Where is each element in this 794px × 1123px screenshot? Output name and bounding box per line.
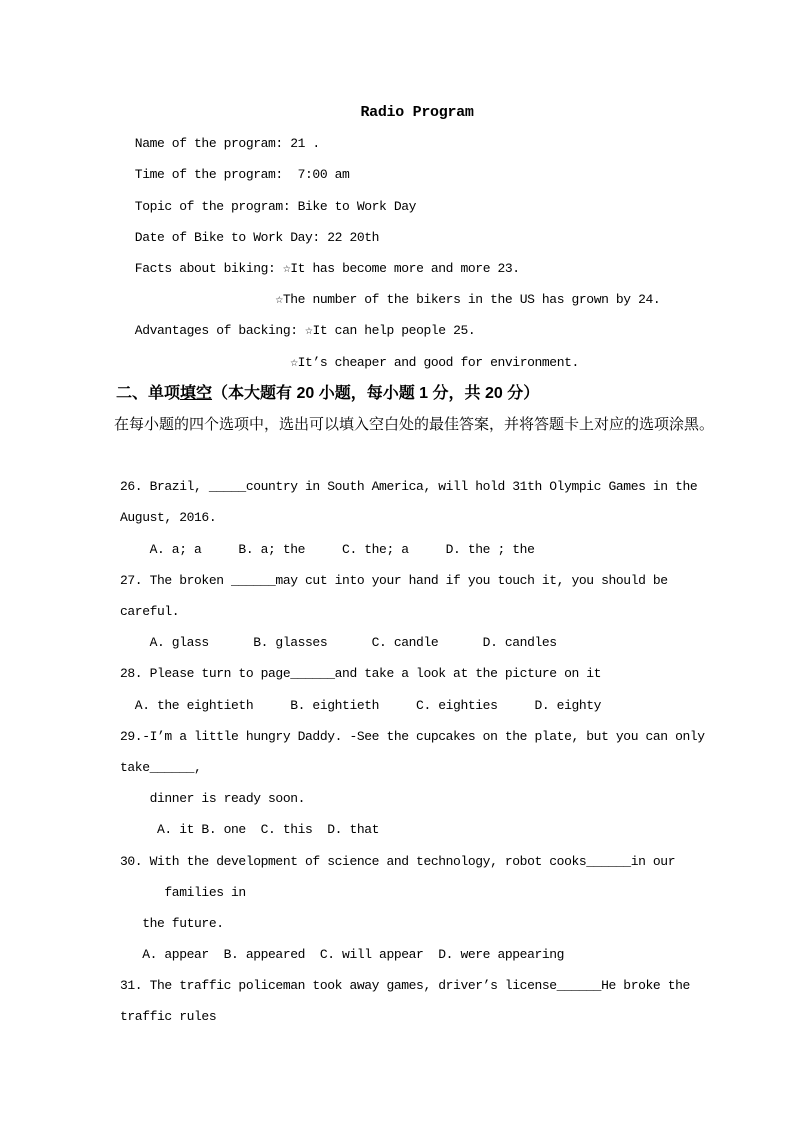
radio-program-line-time: Time of the program: 7:00 am bbox=[120, 167, 350, 183]
document-body bbox=[114, 97, 715, 1033]
radio-program-line-facts-1: Facts about biking: ☆It has become more and more 23. bbox=[120, 260, 520, 276]
radio-program-title: Radio Program bbox=[360, 104, 474, 121]
question-31-stem-1: 31. The traffic policeman took away games, driver’s license______He broke the bbox=[120, 978, 690, 994]
question-27-stem-2: careful. bbox=[120, 604, 180, 619]
question-29-stem-2: take______, bbox=[120, 759, 202, 775]
blank-line bbox=[120, 440, 714, 471]
question-29-options: A. it B. one C. this D. that bbox=[120, 822, 380, 838]
question-30-stem-2: families in bbox=[120, 884, 246, 900]
question-27-options: A. glass B. glasses C. candle D. candles bbox=[120, 635, 557, 651]
question-28-options: A. the eightieth B. eightieth C. eighties D. eighty bbox=[120, 697, 602, 713]
question-30-stem-3: the future. bbox=[120, 915, 224, 931]
radio-program-line-name: Name of the program: 21 . bbox=[120, 136, 320, 152]
question-26-stem-2: August, 2016. bbox=[120, 510, 217, 526]
section-heading bbox=[116, 378, 714, 409]
question-26-options: A. a; a B. a; the C. the; a D. the ; the bbox=[120, 541, 535, 557]
section-heading-prefix: 二、单项 bbox=[116, 384, 181, 402]
section-instruction: 在每小题的四个选项中，选出可以填入空白处的最佳答案，并将答题卡上对应的选项涂黑。 bbox=[114, 415, 715, 433]
question-30-stem-1: 30. With the development of science and technology, robot cooks______in our bbox=[120, 853, 676, 869]
question-29-stem-1: 29.-I’m a little hungry Daddy. -See the cupcakes on the plate, but you can only bbox=[120, 728, 705, 744]
question-27-stem-1: 27. The broken ______may cut into your hand if you touch it, you should be bbox=[120, 572, 668, 588]
section-heading-underlined-text: 填空 bbox=[180, 384, 213, 402]
question-28-stem: 28. Please turn to page______and take a look at the picture on it bbox=[120, 666, 602, 682]
radio-program-line-topic: Topic of the program: Bike to Work Day bbox=[120, 198, 417, 214]
radio-program-line-advantages-2: ☆It’s cheaper and good for environment. bbox=[120, 354, 579, 370]
question-30-options: A. appear B. appeared C. will appear D. were appearing bbox=[120, 947, 565, 963]
radio-program-line-advantages-1: Advantages of backing: ☆It can help people 25. bbox=[120, 323, 476, 339]
section-heading-suffix: （本大题有 20 小题，每小题 1 分，共 20 分） bbox=[212, 384, 540, 402]
question-29-stem-3: dinner is ready soon. bbox=[120, 791, 306, 807]
question-26-stem-1: 26. Brazil, _____country in South America, will hold 31th Olympic Games in the bbox=[120, 479, 698, 495]
radio-program-line-date: Date of Bike to Work Day: 22 20th bbox=[120, 229, 380, 245]
question-31-stem-2: traffic rules bbox=[120, 1009, 217, 1025]
radio-program-line-facts-2: ☆The number of the bikers in the US has grown by 24. bbox=[120, 292, 661, 308]
